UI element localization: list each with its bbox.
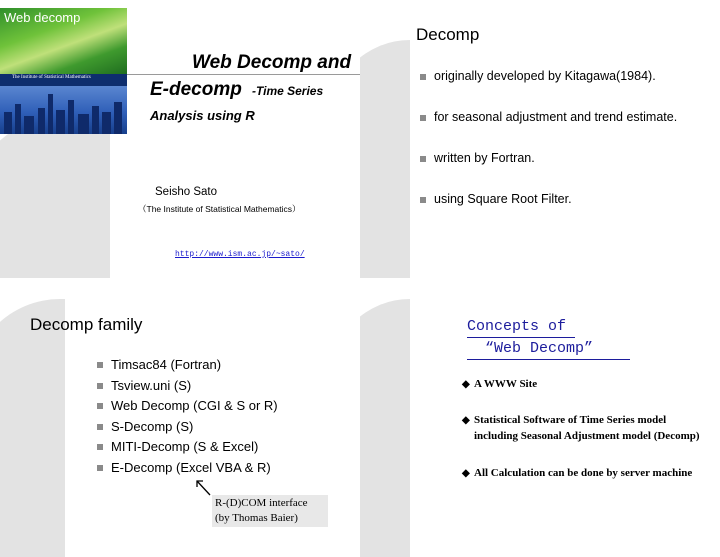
callout-line-1: R-(D)COM interface [215,497,308,509]
heading-line-2: “Web Decomp” [467,339,630,360]
background-shape [0,110,110,278]
callout-box [212,495,328,527]
background-shape [360,299,410,557]
square-bullet-icon [420,115,426,121]
slide-heading [467,317,630,360]
slide-title [0,0,360,278]
bullet-list [420,69,677,233]
bullet-list [97,357,278,480]
author-url-link[interactable]: http://www.ism.ac.jp/~sato/ [175,250,305,259]
photo-caption: The Institute of Statistical Mathematics [12,75,91,80]
list-item: Web Decomp (CGI & S or R) [97,398,278,419]
title-line-3: Analysis using R [150,108,255,123]
author-institute: （The Institute of Statistical Mathematics） [138,204,301,214]
title-line-2-suffix: -Time Series [252,84,324,98]
list-item: for seasonal adjustment and trend estimate. [420,110,677,151]
heading-line-1: Concepts of [467,317,575,338]
list-item: MITI-Decomp (S & Excel) [97,439,278,460]
square-bullet-icon [420,74,426,80]
bullet-list [462,376,712,481]
title-line-1: Web Decomp and [192,52,352,73]
square-bullet-icon [97,403,103,409]
diamond-bullet-icon: ◆ [462,468,470,479]
title-rule [127,74,360,75]
background-shape [0,299,65,557]
list-item: Tsview.uni (S) [97,378,278,399]
square-bullet-icon [97,362,103,368]
square-bullet-icon [97,383,103,389]
list-item: S-Decomp (S) [97,419,278,440]
photo-title: Web decomp [4,10,81,25]
header-photo [0,8,127,134]
diamond-bullet-icon: ◆ [462,415,470,426]
title-line-2: E-decomp [150,79,242,100]
slide-heading: Decomp family [30,315,143,334]
slide-decomp [360,0,720,278]
background-shape [360,40,410,278]
list-item: using Square Root Filter. [420,192,677,233]
square-bullet-icon [420,197,426,203]
slide-concepts [360,279,720,557]
list-item: ◆ Statistical Software of Time Series model including Seasonal Adjustment model (Decomp) [462,414,700,442]
square-bullet-icon [97,424,103,430]
square-bullet-icon [97,465,103,471]
list-item: Timsac84 (Fortran) [97,357,278,378]
list-item: written by Fortran. [420,151,677,192]
list-item: ◆ All Calculation can be done by server machine [462,465,712,481]
slide-heading: Decomp [416,25,480,44]
callout-line-2: (by Thomas Baier) [215,512,298,524]
arrow-icon [194,477,230,497]
list-item: originally developed by Kitagawa(1984). [420,69,677,110]
square-bullet-icon [420,156,426,162]
author-name: Seisho Sato [155,186,218,198]
square-bullet-icon [97,444,103,450]
list-item: ◆ A WWW Site [462,376,712,392]
diamond-bullet-icon: ◆ [462,379,470,390]
list-item: E-Decomp (Excel VBA & R) [97,460,278,481]
